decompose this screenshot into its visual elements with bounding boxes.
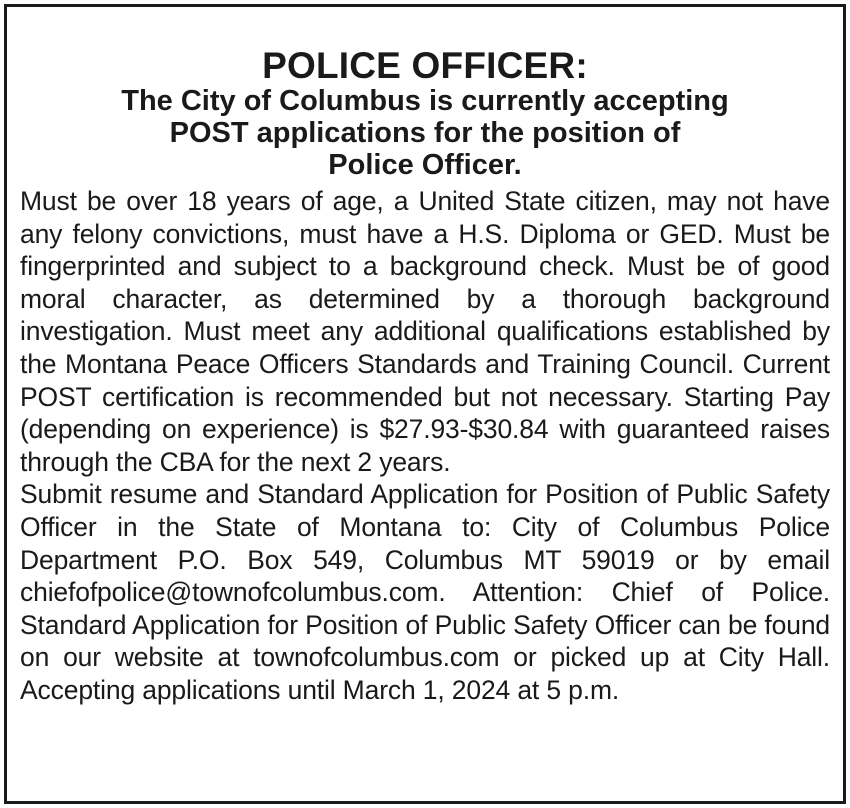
ad-subtitle-line: POST applications for the position of <box>169 117 681 149</box>
ad-subtitle-line: The City of Columbus is currently accepting <box>121 85 729 117</box>
job-ad-frame <box>4 4 846 804</box>
ad-title: POLICE OFFICER: <box>262 45 588 86</box>
ad-subtitle <box>7 85 843 181</box>
ad-requirements-paragraph: Must be over 18 years of age, a United State citizen, may not have any felony convictions, must have a H.S. Diploma or GED. Must be fingerprinted and subject to a background check. Must be of good moral character, as determined by a thorough background investigation. Must meet any additional qualifications established by the Montana Peace Officers Standards and Training Council. Current POST certification is recommended but not necessary. Starting Pay (depending on experience) is $27.93-$30.84 with guaranteed raises through the CBA for the next 2 years. <box>20 186 830 477</box>
ad-application-paragraph: Submit resume and Standard Application for Position of Public Safety Officer in the State of Montana to: City of Columbus Police Department P.O. Box 549, Columbus MT 59019 or by email chiefofpolice@townofcolumbus.com. Attention: Chief of Police. Standard Application for Position of Public Safety Officer can be found on our website at townofcolumbus.com or picked up at City Hall. Accepting applications until March 1, 2024 at 5 p.m. <box>20 479 830 705</box>
ad-body <box>20 185 830 707</box>
ad-heading <box>7 7 843 181</box>
ad-subtitle-line: Police Officer. <box>328 149 522 181</box>
